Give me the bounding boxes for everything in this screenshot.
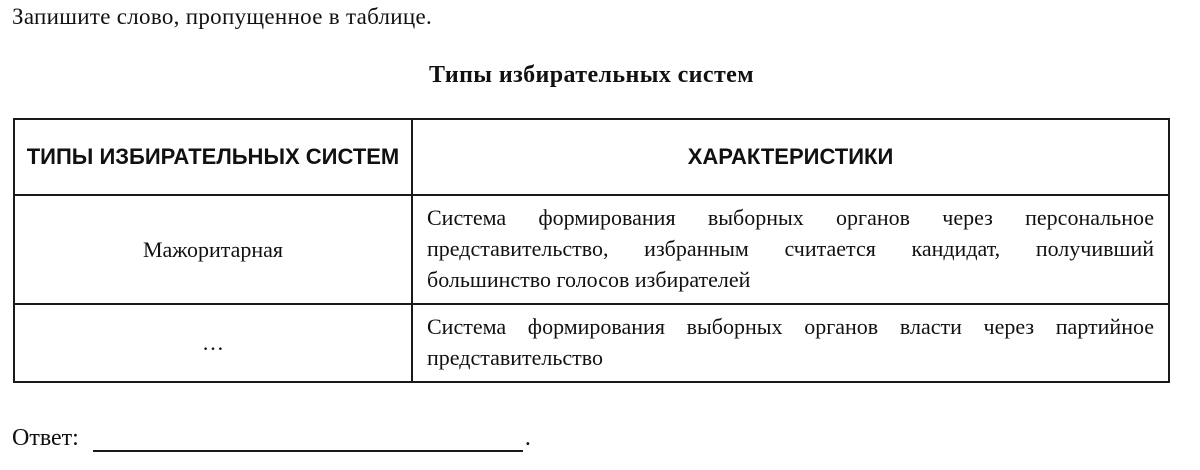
missing-type-cell: … [14, 304, 412, 382]
table-row [14, 195, 1169, 304]
answer-label: Ответ: [12, 425, 79, 451]
table-title: Типы избирательных систем [429, 62, 754, 88]
answer-area [12, 424, 531, 452]
answer-blank-line[interactable] [93, 424, 523, 452]
column-header-types: ТИПЫ ИЗБИРАТЕЛЬНЫХ СИСТЕМ [14, 119, 412, 195]
column-header-characteristics: ХАРАКТЕРИСТИКИ [412, 119, 1169, 195]
description-cell: Система формирования выборных органов через персональное представительство, избранным считается кандидат, получивший большинство голосов избирателей [412, 195, 1169, 304]
task-instruction: Запишите слово, пропущенное в таблице. [12, 4, 433, 29]
answer-terminator: . [524, 425, 531, 451]
description-cell: Система формирования выборных органов власти через партийное представительство [412, 304, 1169, 382]
electoral-systems-table [13, 118, 1170, 383]
table-header-row [14, 119, 1169, 195]
table-row [14, 304, 1169, 382]
type-cell: Мажоритарная [14, 195, 412, 304]
